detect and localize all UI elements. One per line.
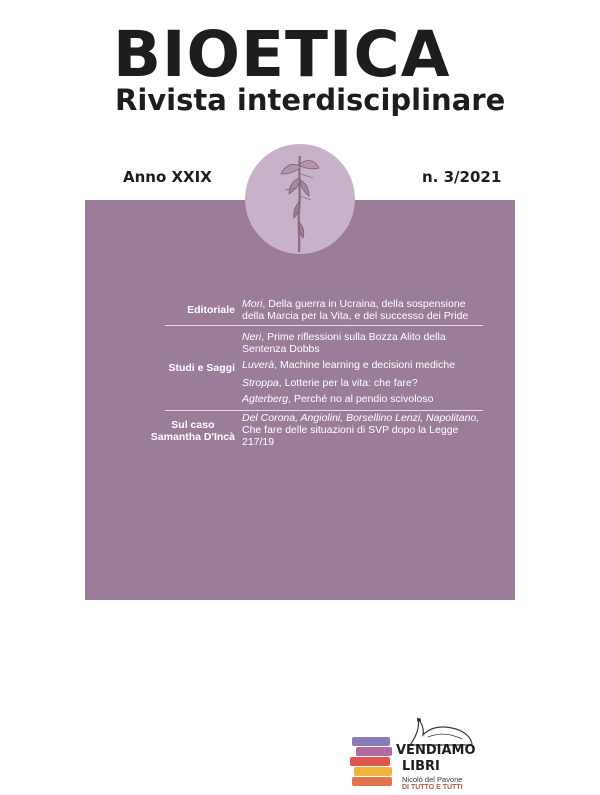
toc-author: Stroppa (242, 377, 279, 389)
toc-title-line: 217/19 (242, 436, 275, 448)
beta-logo-icon: ß (119, 709, 164, 782)
toc-author: Mori (242, 298, 263, 310)
toc-authors: Del Corona, Angiolini, Borsellino Lenzi, Napolitano, (242, 412, 480, 424)
toc-entry-agterberg (242, 393, 433, 405)
toc-title-line: , Prime riflessioni sulla Bozza Alito della (261, 331, 446, 343)
toc-title-line: Che fare delle situazioni di SVP dopo la Legge (242, 424, 459, 436)
issue-number: n. 3/2021 (422, 168, 502, 186)
toc-entry-editoriale (242, 298, 468, 322)
toc-title-line: , Perché no al pendio scivoloso (288, 393, 434, 405)
badge-line: LIBRI (402, 759, 440, 774)
toc-title-line: , Machine learning e decisioni mediche (274, 359, 456, 371)
toc-entry-stroppa (242, 377, 418, 389)
section-label-studi: Studi e Saggi (168, 362, 235, 374)
toc-title-line: , Lotterie per la vita: che fare? (278, 377, 418, 389)
journal-title: BIOETICA (113, 18, 451, 91)
toc-entry-caso (242, 412, 479, 448)
toc-title-line: della Marcia per la Vita, e del successo dei Pride (242, 310, 469, 322)
toc-author: Neri (242, 331, 262, 343)
toc-title-line: , Della guerra in Ucraina, della sospensione (262, 298, 466, 310)
section-divider (165, 410, 483, 411)
toc-author: Luverà (242, 359, 275, 371)
toc-entry-neri (242, 331, 446, 355)
section-label-caso (151, 419, 235, 443)
contents-panel (85, 200, 515, 791)
section-label-line: Samantha D'Incà (150, 431, 235, 443)
volume-year: Anno XXIX (123, 168, 212, 186)
badge-line: DI TUTTO E TUTTI (402, 784, 463, 791)
cover-illustration (245, 144, 355, 254)
badge-line: VENDIAMO (396, 743, 476, 758)
books-stack-icon (350, 737, 396, 793)
section-divider (165, 325, 483, 326)
toc-title-line: Sentenza Dobbs (242, 343, 320, 355)
toc-author: Agterberg (242, 393, 289, 405)
journal-subtitle: Rivista interdisciplinare (115, 83, 506, 117)
badge-line: Nicolò del Pavone (402, 775, 463, 784)
section-label-editoriale: Editoriale (187, 304, 235, 316)
toc-entry-luvera (242, 359, 455, 371)
plant-sprig-icon (245, 144, 355, 254)
section-label-line: Sul caso (171, 419, 215, 431)
vendiamo-libri-badge (350, 715, 510, 795)
journal-cover (85, 0, 515, 791)
